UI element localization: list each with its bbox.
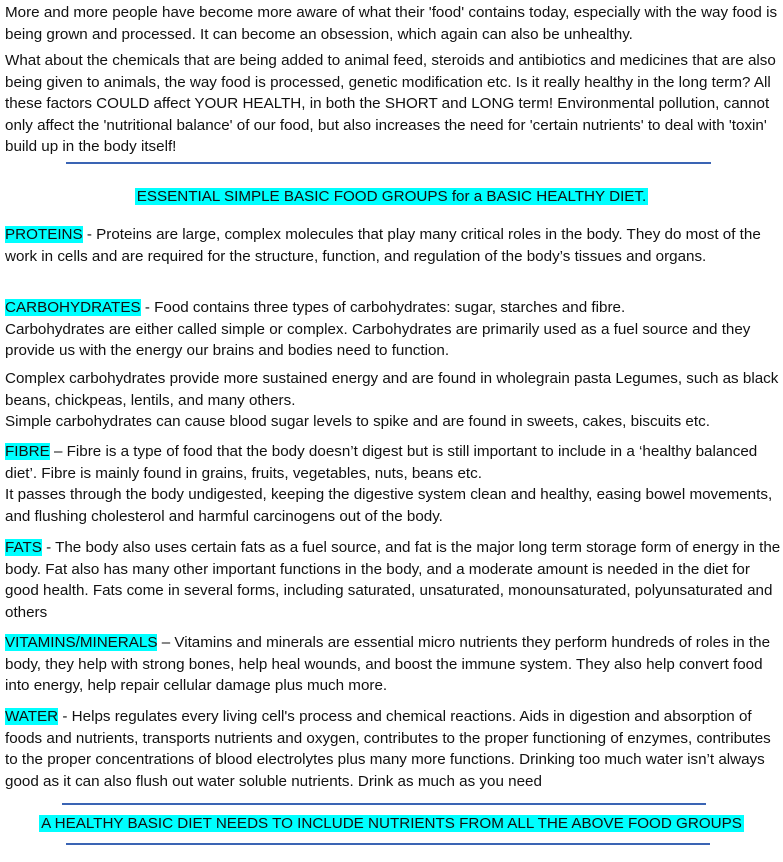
fats-paragraph <box>5 537 781 623</box>
intro-paragraph-1: More and more people have become more aware of what their 'food' contains today, especially with the way food is being grown and processed. It can become an obsession, which again can also be unhealthy. <box>5 4 778 43</box>
proteins-label: PROTEINS <box>5 226 83 243</box>
carbohydrates-paragraph <box>5 297 781 362</box>
fats-label: FATS <box>5 539 42 556</box>
fibre-text-2: It passes through the body undigested, keeping the digestive system clean and healthy, easing bowel movements, and flushing cholesterol and harmful carcinogens out of the body. <box>5 486 773 525</box>
divider-bottom-upper <box>62 803 706 805</box>
divider-top <box>66 162 711 164</box>
fats-text: - The body also uses certain fats as a fuel source, and fat is the major long term storage form of energy in the body. Fat also has many other important functions in the body, and a moderate amount is needed in the diet for good health. Fats come in several forms, including saturated, unsaturated, monounsaturated, polyunsaturated and others <box>5 539 781 621</box>
water-label: WATER <box>5 708 59 725</box>
carbohydrates-text: - Food contains three types of carbohydrates: sugar, starches and fibre. <box>140 299 626 316</box>
proteins-paragraph <box>5 224 781 267</box>
water-paragraph <box>5 706 781 792</box>
footer-banner <box>0 813 783 835</box>
vitamins-label: VITAMINS/MINERALS <box>5 634 158 651</box>
footer-banner-text: A HEALTHY BASIC DIET NEEDS TO INCLUDE NUTRIENTS FROM ALL THE ABOVE FOOD GROUPS <box>41 815 742 832</box>
fibre-text: – Fibre is a type of food that the body doesn’t digest but is still important to include in a ‘healthy balanced diet’. Fibre is mainly found in grains, fruits, vegetables, nuts, beans etc. <box>5 443 758 482</box>
vitamins-text: – Vitamins and minerals are essential micro nutrients they perform hundreds of roles in the body, they help with strong bones, help heal wounds, and boost the immune system. They also help convert food into energy, help repair cellular damage plus much more. <box>5 634 771 694</box>
intro-paragraph-2: What about the chemicals that are being added to animal feed, steroids and antibiotics and medicines that are also being given to animals, the way food is processed, genetic modification etc. Is it really healthy in the long term? All these factors COULD affect YOUR HEALTH, in both the SHORT and LONG term! Environmental pollution, cannot only affect the 'nutritional balance' of our food, but also increases the need for 'certain nutrients' to deal with 'toxin' build up in the body itself! <box>5 52 776 155</box>
section-heading <box>0 186 783 208</box>
fibre-paragraph <box>5 441 781 527</box>
complex-carbs-text: Complex carbohydrates provide more sustained energy and are found in wholegrain pasta Legumes, such as black beans, chickpeas, lentils, and many others. <box>5 370 779 409</box>
carbohydrates-text-2: Carbohydrates are either called simple or complex. Carbohydrates are primarily used as a fuel source and they provide us with the energy our brains and bodies need to function. <box>5 320 751 359</box>
vitamins-paragraph <box>5 632 781 697</box>
complex-carbs-paragraph <box>5 368 781 433</box>
simple-carbs-text: Simple carbohydrates can cause blood sugar levels to spike and are found in sweets, cakes, biscuits etc. <box>5 413 710 430</box>
water-text: - Helps regulates every living cell's process and chemical reactions. Aids in digestion and absorption of foods and nutrients, transports nutrients and oxygen, contributes to the proper functioning of enzymes, contributes to the proper concentrations of blood electrolytes plus many more functions. Drinking too much water isn’t always good as it can also flush out water soluble nutrients. Drink as much as you need <box>5 708 771 790</box>
divider-bottom-lower <box>66 843 710 845</box>
fibre-label: FIBRE <box>5 443 50 460</box>
carbohydrates-label: CARBOHYDRATES <box>5 299 141 316</box>
section-heading-text: ESSENTIAL SIMPLE BASIC FOOD GROUPS for a BASIC HEALTHY DIET. <box>136 188 647 205</box>
proteins-text: - Proteins are large, complex molecules that play many critical roles in the body. They do most of the work in cells and are required for the structure, function, and regulation of the body’s tissues and organs. <box>5 226 761 265</box>
